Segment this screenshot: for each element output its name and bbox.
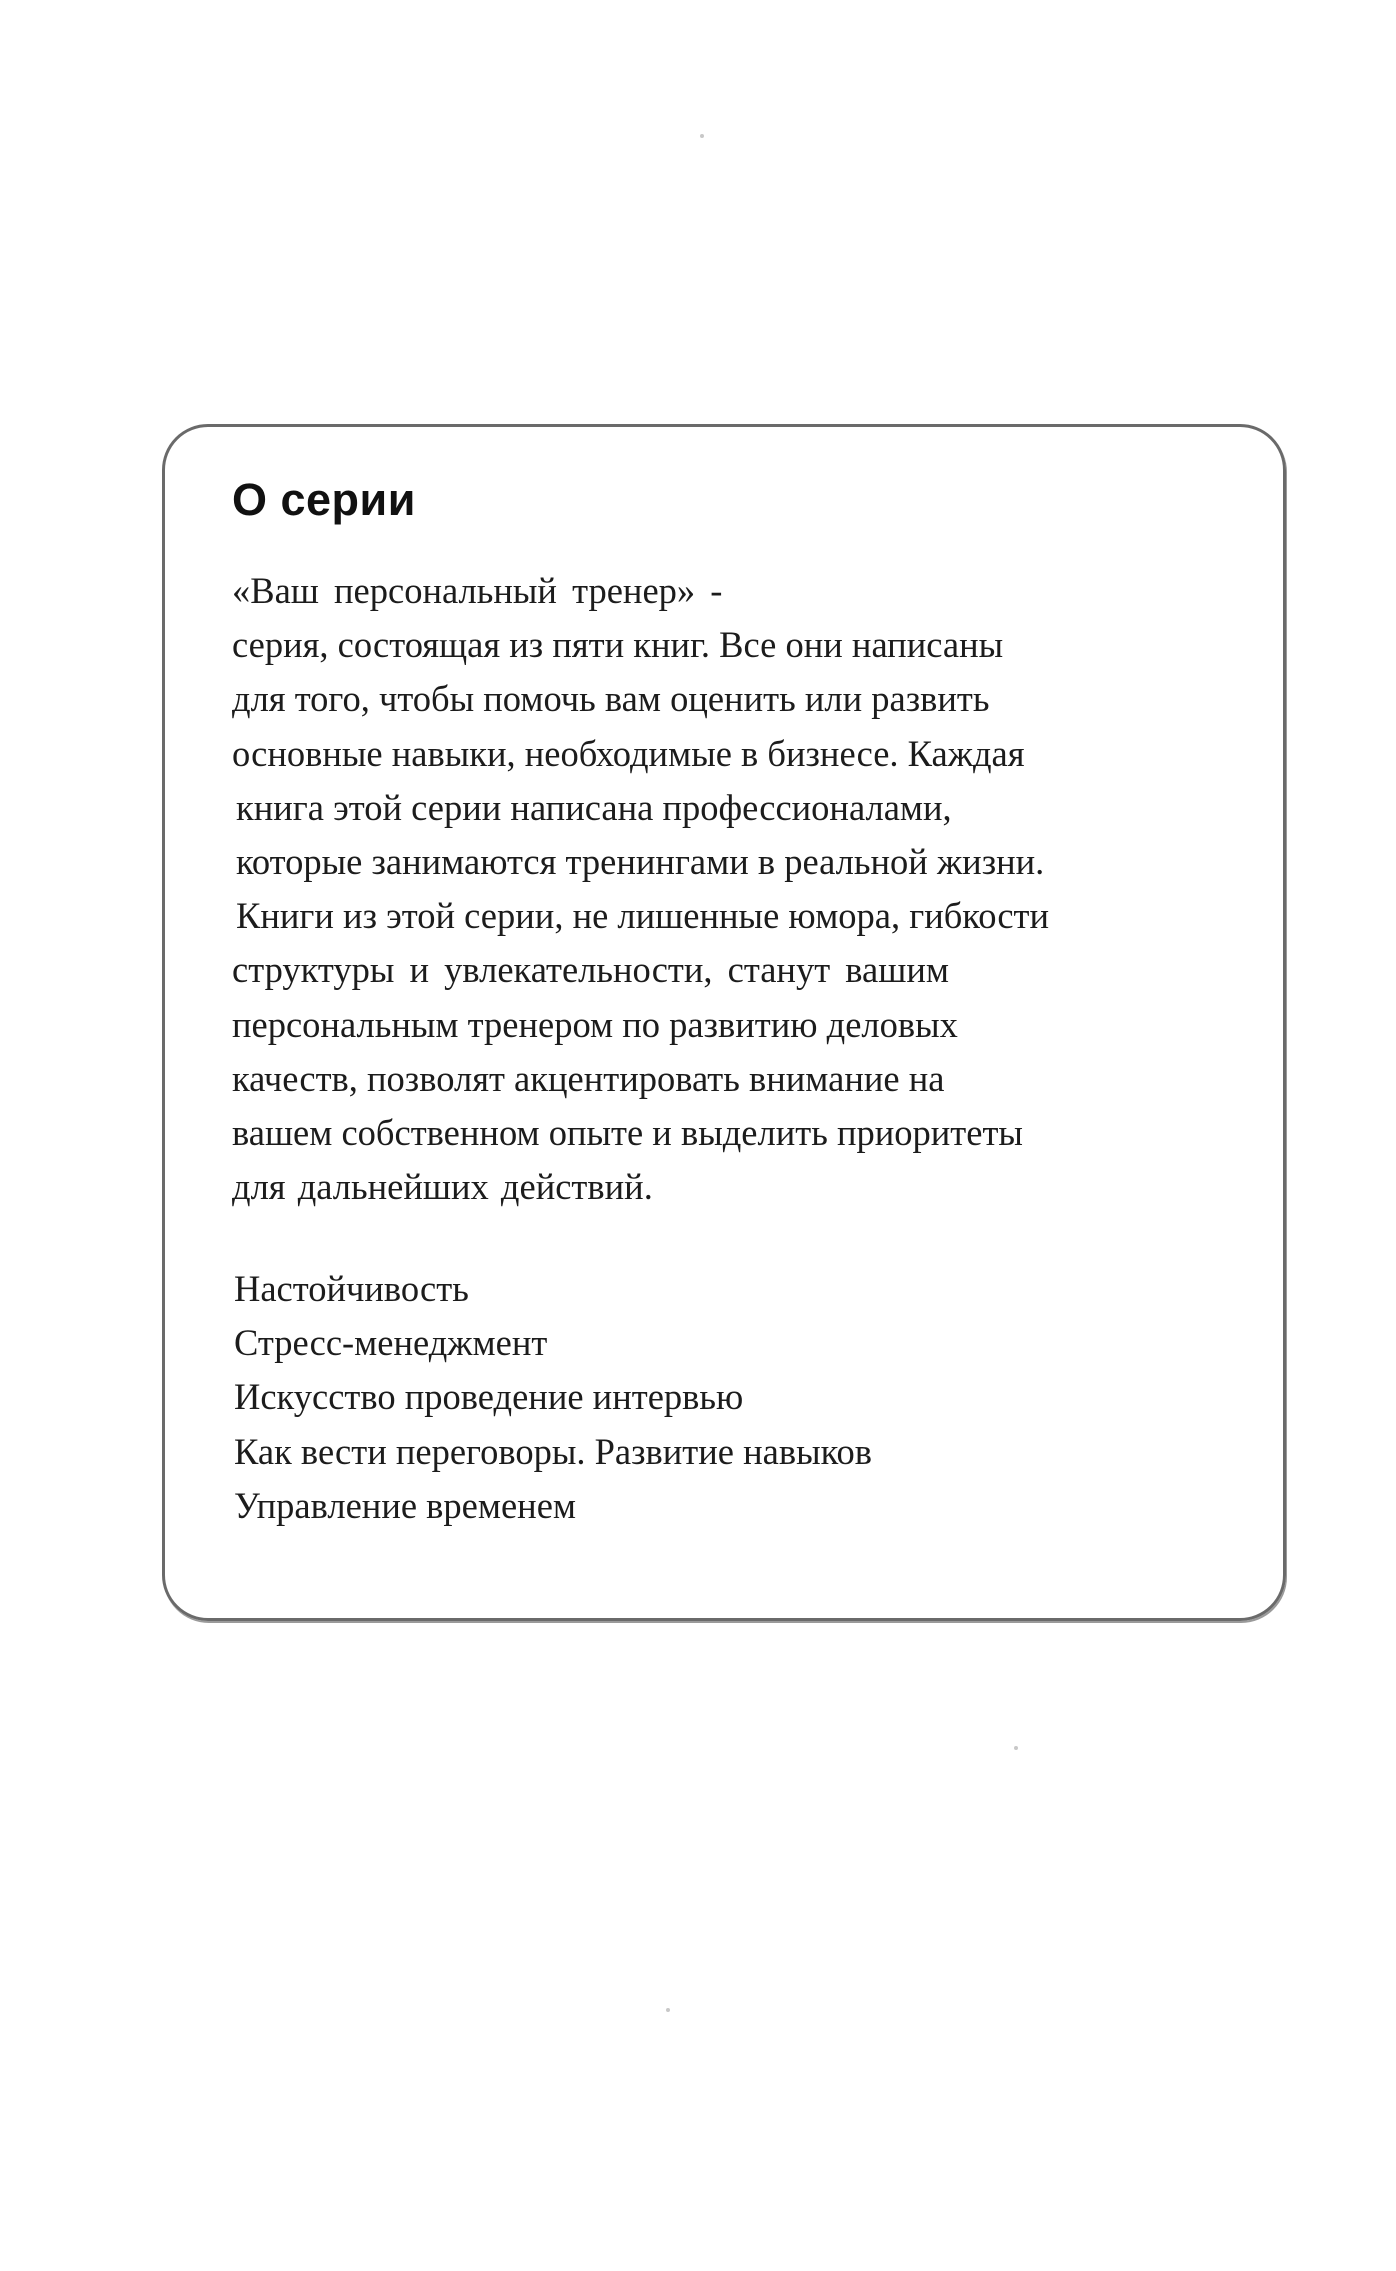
list-item: Как вести переговоры. Развитие навыков bbox=[234, 1430, 872, 1472]
scan-speck bbox=[666, 2008, 670, 2012]
description-line: которые занимаются тренингами в реальной жизни. bbox=[236, 841, 1045, 883]
description-line: серия, состоящая из пяти книг. Все они написаны bbox=[232, 624, 1004, 666]
section-title: О серии bbox=[232, 474, 416, 525]
description-line: «Ваш персональный тренер» - bbox=[232, 570, 723, 611]
description-line: Книги из этой серии, не лишенные юмора, гибкости bbox=[236, 895, 1050, 937]
book-list bbox=[234, 1262, 872, 1533]
description-line: вашем собственном опыте и выделить приоритеты bbox=[232, 1112, 1023, 1154]
description-line: качеств, позволят акцентировать внимание на bbox=[232, 1057, 945, 1099]
scan-speck bbox=[1014, 1746, 1018, 1750]
list-item: Искусство проведение интервью bbox=[234, 1376, 744, 1418]
description-line: основные навыки, необходимые в бизнесе. Каждая bbox=[232, 732, 1025, 774]
list-item: Стресс-менеджмент bbox=[234, 1322, 548, 1364]
description-line: структуры и увлекательности, станут вашим bbox=[232, 949, 949, 991]
series-description bbox=[232, 564, 1242, 1214]
list-item: Управление временем bbox=[234, 1484, 576, 1526]
description-line: для дальнейших действий. bbox=[232, 1166, 653, 1208]
description-line: персональным тренером по развитию деловых bbox=[232, 1003, 958, 1045]
list-item: Настойчивость bbox=[234, 1268, 469, 1309]
description-line: книга этой серии написана профессионалами, bbox=[236, 786, 952, 828]
description-line: для того, чтобы помочь вам оценить или развить bbox=[232, 678, 990, 720]
scan-speck bbox=[700, 134, 704, 138]
